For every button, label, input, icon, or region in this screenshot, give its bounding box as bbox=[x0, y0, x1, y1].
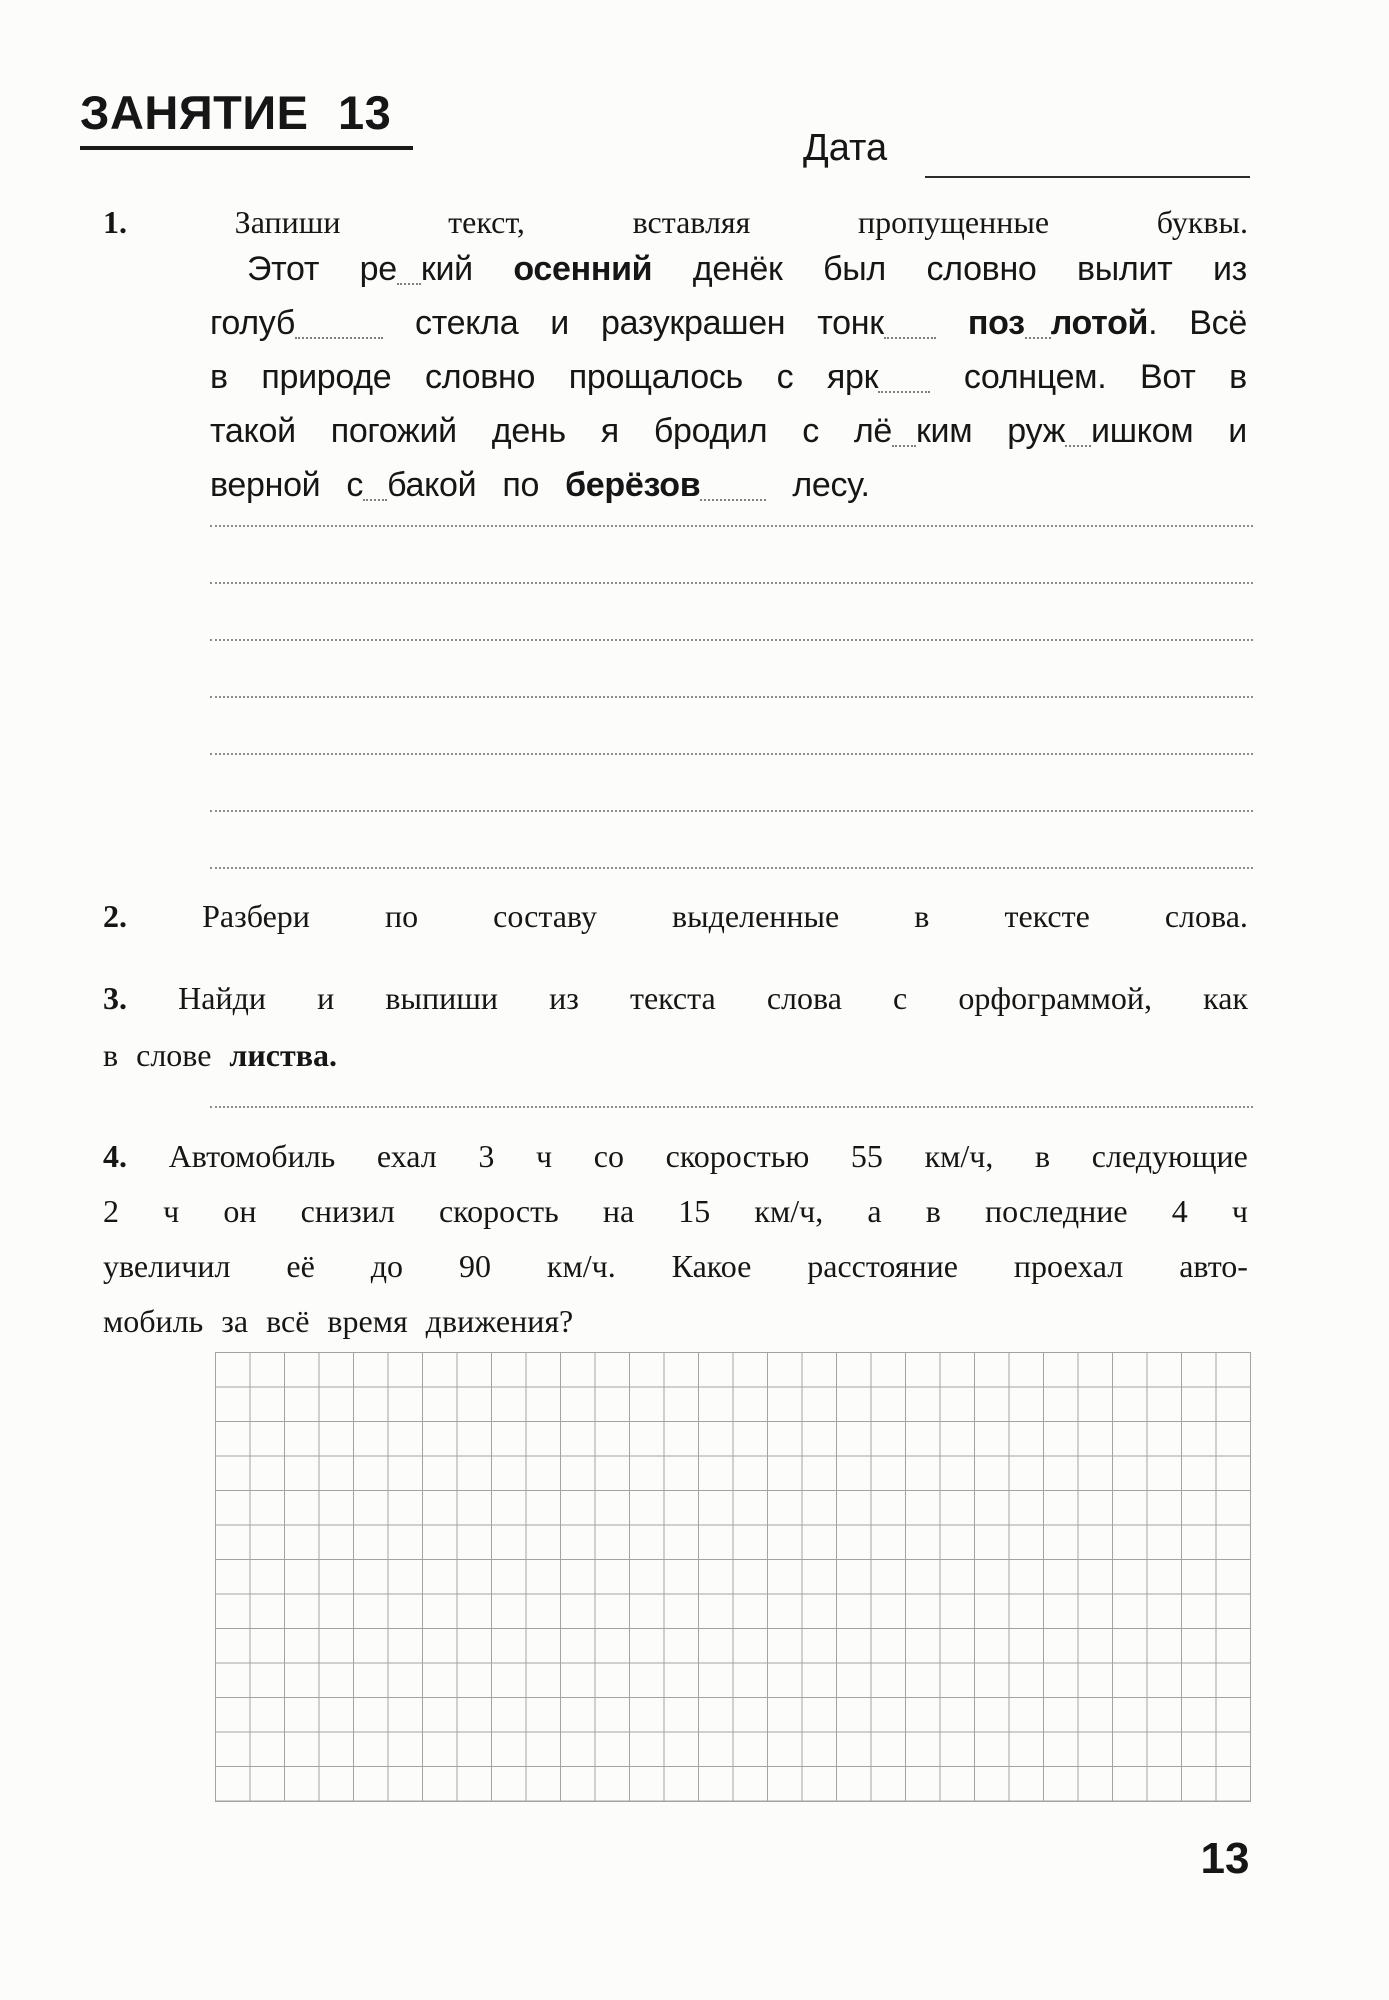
text-segment: ишком bbox=[1091, 412, 1194, 450]
text-segment: лотой bbox=[1050, 304, 1149, 342]
word bbox=[594, 1138, 624, 1175]
text-segment: Этот bbox=[247, 250, 320, 288]
word bbox=[261, 358, 391, 397]
text-segment: я bbox=[600, 412, 619, 450]
text-segment: день bbox=[491, 412, 566, 450]
word bbox=[317, 980, 334, 1017]
text-segment: погожий bbox=[330, 412, 457, 450]
text-segment: выделенные bbox=[672, 898, 840, 934]
text-line bbox=[103, 1248, 1248, 1303]
word bbox=[103, 1037, 118, 1074]
writing-lines-area bbox=[210, 525, 1253, 925]
text-line bbox=[103, 1138, 1248, 1193]
text-segment: увеличил bbox=[103, 1248, 231, 1284]
word bbox=[1229, 358, 1247, 397]
text-segment: как bbox=[1203, 980, 1248, 1016]
writing-line bbox=[210, 753, 1253, 755]
text-segment: природе bbox=[261, 358, 392, 396]
word bbox=[346, 466, 476, 505]
word bbox=[633, 204, 751, 241]
text-segment: руж bbox=[1007, 412, 1066, 450]
text-segment: текст, bbox=[448, 204, 525, 240]
text-segment: орфограммой, bbox=[958, 980, 1153, 1016]
word bbox=[415, 304, 518, 343]
word bbox=[817, 304, 936, 343]
word bbox=[827, 358, 930, 397]
word bbox=[202, 898, 310, 935]
word bbox=[1140, 358, 1196, 397]
word bbox=[426, 1303, 574, 1340]
word bbox=[654, 412, 767, 451]
text-segment: в bbox=[103, 1037, 119, 1073]
text-segment: движения? bbox=[425, 1303, 574, 1339]
text-line bbox=[210, 412, 1247, 466]
text-segment: км/ч, bbox=[754, 1193, 824, 1229]
date-label: Дата bbox=[803, 127, 888, 169]
text-segment: и bbox=[317, 980, 335, 1016]
text-segment: км/ч. bbox=[546, 1248, 616, 1284]
word bbox=[1165, 898, 1248, 935]
text-segment: ре bbox=[359, 250, 397, 288]
word bbox=[851, 1138, 883, 1175]
text-segment: по bbox=[384, 898, 419, 934]
blank-underline bbox=[1065, 443, 1091, 447]
text-segment: мобиль bbox=[103, 1303, 204, 1339]
text-segment: до bbox=[370, 1248, 403, 1284]
text-segment: ч bbox=[1231, 1193, 1248, 1229]
word bbox=[914, 898, 929, 935]
text-segment: лесу. bbox=[792, 466, 870, 504]
word bbox=[210, 358, 228, 397]
word bbox=[235, 204, 341, 241]
text-segment: по bbox=[502, 466, 540, 504]
word bbox=[103, 1193, 119, 1230]
word bbox=[360, 250, 473, 289]
writing-line bbox=[210, 696, 1253, 698]
text-line bbox=[103, 1037, 1248, 1094]
text-segment: 2. bbox=[103, 898, 127, 934]
word bbox=[1232, 1193, 1248, 1230]
word bbox=[536, 1138, 552, 1175]
text-segment: 90 bbox=[458, 1248, 491, 1284]
word bbox=[221, 1303, 248, 1340]
text-segment: голуб bbox=[210, 304, 296, 342]
word bbox=[492, 412, 566, 451]
blank-underline bbox=[884, 335, 936, 339]
text-segment: Найди bbox=[178, 980, 266, 1016]
word bbox=[858, 204, 1049, 241]
text-segment: и bbox=[1228, 412, 1247, 450]
word bbox=[547, 1248, 616, 1285]
text-segment: в bbox=[210, 358, 228, 396]
text-segment: 3 bbox=[478, 1138, 495, 1174]
text-segment: словно bbox=[425, 358, 536, 396]
blank-underline bbox=[1025, 335, 1051, 339]
word bbox=[807, 1248, 958, 1285]
text-segment: бакой bbox=[387, 466, 477, 504]
word bbox=[754, 1193, 823, 1230]
text-segment: Разбери bbox=[202, 898, 310, 934]
text-segment: в bbox=[914, 898, 930, 934]
text-line bbox=[210, 466, 1247, 520]
word bbox=[266, 1303, 309, 1340]
text-segment: пропущенные bbox=[858, 204, 1050, 240]
word bbox=[1157, 204, 1248, 241]
word bbox=[229, 1037, 337, 1074]
text-segment: слове bbox=[136, 1037, 212, 1073]
word bbox=[1213, 250, 1247, 289]
word bbox=[893, 980, 907, 1017]
word bbox=[867, 1193, 881, 1230]
task-4-problem bbox=[103, 1138, 1248, 1358]
text-segment: поз bbox=[967, 304, 1025, 342]
text-segment: из bbox=[549, 980, 579, 1016]
blank-underline bbox=[363, 497, 387, 501]
word bbox=[103, 1138, 127, 1175]
text-segment: Автомобиль bbox=[168, 1138, 336, 1174]
text-segment: составу bbox=[493, 898, 597, 934]
word bbox=[666, 1138, 810, 1175]
text-segment: осенний bbox=[513, 250, 653, 288]
text-segment: вылит bbox=[1077, 250, 1173, 288]
text-segment: ч bbox=[536, 1138, 553, 1174]
word bbox=[385, 980, 498, 1017]
text-segment: из bbox=[1212, 250, 1247, 288]
text-segment: и bbox=[550, 304, 569, 342]
word bbox=[630, 980, 716, 1017]
word bbox=[502, 466, 539, 505]
text-segment: 1. bbox=[103, 204, 127, 240]
text-segment: 55 bbox=[850, 1138, 883, 1174]
word bbox=[1014, 1248, 1123, 1285]
text-segment: расстояние bbox=[807, 1248, 958, 1284]
text-segment: в bbox=[1229, 358, 1247, 396]
text-segment: её bbox=[286, 1248, 315, 1284]
text-segment: Какое bbox=[671, 1248, 752, 1284]
word bbox=[926, 250, 1036, 289]
text-line bbox=[210, 304, 1247, 358]
word bbox=[448, 204, 525, 241]
text-segment: 4. bbox=[103, 1138, 127, 1174]
text-segment: последние bbox=[984, 1193, 1128, 1229]
word bbox=[103, 204, 127, 241]
word bbox=[513, 250, 652, 289]
word bbox=[777, 358, 794, 397]
blank-underline bbox=[700, 497, 766, 501]
word bbox=[672, 1248, 752, 1285]
text-segment: со bbox=[593, 1138, 624, 1174]
text-segment: Всё bbox=[1189, 304, 1247, 342]
text-segment: берёзов bbox=[565, 466, 701, 504]
word bbox=[210, 412, 296, 451]
text-segment: выпиши bbox=[385, 980, 498, 1016]
text-line bbox=[210, 358, 1247, 412]
text-segment: следующие bbox=[1091, 1138, 1248, 1174]
word bbox=[1007, 412, 1193, 451]
text-segment: ярк bbox=[826, 358, 879, 396]
word bbox=[327, 1303, 407, 1340]
word bbox=[478, 1138, 494, 1175]
blank-underline bbox=[892, 443, 916, 447]
word bbox=[926, 1193, 941, 1230]
word bbox=[792, 466, 869, 505]
word bbox=[493, 898, 597, 935]
text-segment: буквы. bbox=[1156, 204, 1248, 240]
task-2-instruction bbox=[103, 898, 1248, 955]
word bbox=[672, 898, 839, 935]
word bbox=[103, 980, 127, 1017]
word bbox=[964, 358, 1107, 397]
text-segment: денёк bbox=[692, 250, 783, 288]
text-line bbox=[103, 898, 1248, 955]
blank-underline bbox=[878, 389, 930, 393]
word bbox=[767, 980, 842, 1017]
word bbox=[1004, 898, 1089, 935]
text-line bbox=[103, 980, 1248, 1037]
word bbox=[854, 412, 973, 451]
answer-line bbox=[210, 1106, 1253, 1108]
text-segment: лё bbox=[853, 412, 892, 450]
word bbox=[103, 898, 127, 935]
text-segment: время bbox=[327, 1303, 408, 1339]
word bbox=[331, 412, 457, 451]
text-segment: авто- bbox=[1179, 1248, 1248, 1284]
date-blank-line bbox=[925, 176, 1250, 178]
text-segment: Запиши bbox=[234, 204, 341, 240]
word bbox=[693, 250, 783, 289]
word bbox=[678, 1193, 710, 1230]
word bbox=[985, 1193, 1128, 1230]
word bbox=[223, 1193, 256, 1230]
text-line bbox=[103, 1303, 1248, 1358]
text-segment: словно bbox=[926, 250, 1037, 288]
text-segment: а bbox=[867, 1193, 882, 1229]
word bbox=[802, 412, 819, 451]
word bbox=[958, 980, 1152, 1017]
word bbox=[565, 466, 766, 505]
text-segment: 15 bbox=[678, 1193, 711, 1229]
text-segment: такой bbox=[210, 412, 296, 450]
word bbox=[1092, 1138, 1248, 1175]
dictation-paragraph bbox=[210, 250, 1247, 520]
writing-line bbox=[210, 582, 1253, 584]
text-segment: верной bbox=[210, 466, 321, 504]
text-segment: проехал bbox=[1013, 1248, 1124, 1284]
text-segment: скорость bbox=[438, 1193, 559, 1229]
word bbox=[301, 1193, 395, 1230]
text-segment: . bbox=[1148, 304, 1158, 342]
text-segment: он bbox=[223, 1193, 257, 1229]
word bbox=[136, 1037, 211, 1074]
text-segment: с bbox=[346, 466, 364, 504]
word bbox=[210, 304, 383, 343]
word bbox=[550, 304, 569, 343]
text-segment: с bbox=[802, 412, 819, 450]
text-segment: км/ч, bbox=[924, 1138, 994, 1174]
word bbox=[377, 1138, 437, 1175]
text-segment: в bbox=[1035, 1138, 1051, 1174]
text-segment: слова bbox=[766, 980, 842, 1016]
word bbox=[1172, 1193, 1188, 1230]
word bbox=[459, 1248, 491, 1285]
text-segment: солнцем. bbox=[963, 358, 1107, 396]
word bbox=[1179, 1248, 1248, 1285]
word bbox=[178, 980, 266, 1017]
text-segment: с bbox=[893, 980, 908, 1016]
text-segment: ким bbox=[915, 412, 973, 450]
page-number: 13 bbox=[1200, 1834, 1250, 1883]
text-line bbox=[103, 1193, 1248, 1248]
text-segment: снизил bbox=[300, 1193, 395, 1229]
text-segment: бродил bbox=[653, 412, 768, 450]
writing-line bbox=[210, 639, 1253, 641]
text-segment: 4 bbox=[1171, 1193, 1188, 1229]
word bbox=[569, 358, 743, 397]
text-segment: листва. bbox=[229, 1037, 337, 1073]
word bbox=[925, 1138, 994, 1175]
answer-grid bbox=[215, 1352, 1251, 1802]
word bbox=[385, 898, 418, 935]
text-segment: ч bbox=[163, 1193, 180, 1229]
word bbox=[1035, 1138, 1050, 1175]
text-line bbox=[210, 250, 1247, 304]
word bbox=[425, 358, 535, 397]
text-segment: Вот bbox=[1140, 358, 1196, 396]
word bbox=[163, 1193, 179, 1230]
text-segment: стекла bbox=[415, 304, 519, 342]
word bbox=[439, 1193, 559, 1230]
word bbox=[1203, 980, 1248, 1017]
word bbox=[601, 304, 785, 343]
text-segment: на bbox=[602, 1193, 635, 1229]
text-segment: тексте bbox=[1004, 898, 1090, 934]
text-segment: вставляя bbox=[632, 204, 751, 240]
writing-line bbox=[210, 867, 1253, 869]
word bbox=[823, 250, 886, 289]
word bbox=[603, 1193, 634, 1230]
text-segment: прощалось bbox=[568, 358, 743, 396]
word bbox=[1077, 250, 1172, 289]
word bbox=[371, 1248, 403, 1285]
word bbox=[549, 980, 579, 1017]
writing-line bbox=[210, 810, 1253, 812]
text-segment: кий bbox=[420, 250, 473, 288]
text-segment: с bbox=[776, 358, 794, 396]
task-3-instruction bbox=[103, 980, 1248, 1094]
blank-underline bbox=[295, 335, 383, 339]
page-title: ЗАНЯТИЕ 13 bbox=[80, 88, 413, 150]
word bbox=[103, 1248, 230, 1285]
text-segment: скоростью bbox=[665, 1138, 810, 1174]
word bbox=[1228, 412, 1247, 451]
text-segment: был bbox=[823, 250, 886, 288]
word bbox=[601, 412, 619, 451]
text-segment: всё bbox=[266, 1303, 310, 1339]
text-segment: слова. bbox=[1164, 898, 1248, 934]
word bbox=[169, 1138, 336, 1175]
word bbox=[210, 466, 320, 505]
word bbox=[247, 250, 319, 289]
text-segment: разукрашен bbox=[600, 304, 786, 342]
writing-line bbox=[210, 525, 1253, 527]
text-segment: 3. bbox=[103, 980, 127, 1016]
word bbox=[1189, 304, 1247, 343]
word bbox=[103, 1303, 203, 1340]
text-segment: текста bbox=[629, 980, 716, 1016]
text-segment: за bbox=[221, 1303, 249, 1339]
text-segment: ехал bbox=[376, 1138, 437, 1174]
blank-underline bbox=[397, 281, 421, 285]
word bbox=[968, 304, 1157, 343]
text-segment: 2 bbox=[103, 1193, 119, 1229]
word bbox=[286, 1248, 314, 1285]
text-segment: тонк bbox=[817, 304, 884, 342]
text-segment: в bbox=[925, 1193, 941, 1229]
